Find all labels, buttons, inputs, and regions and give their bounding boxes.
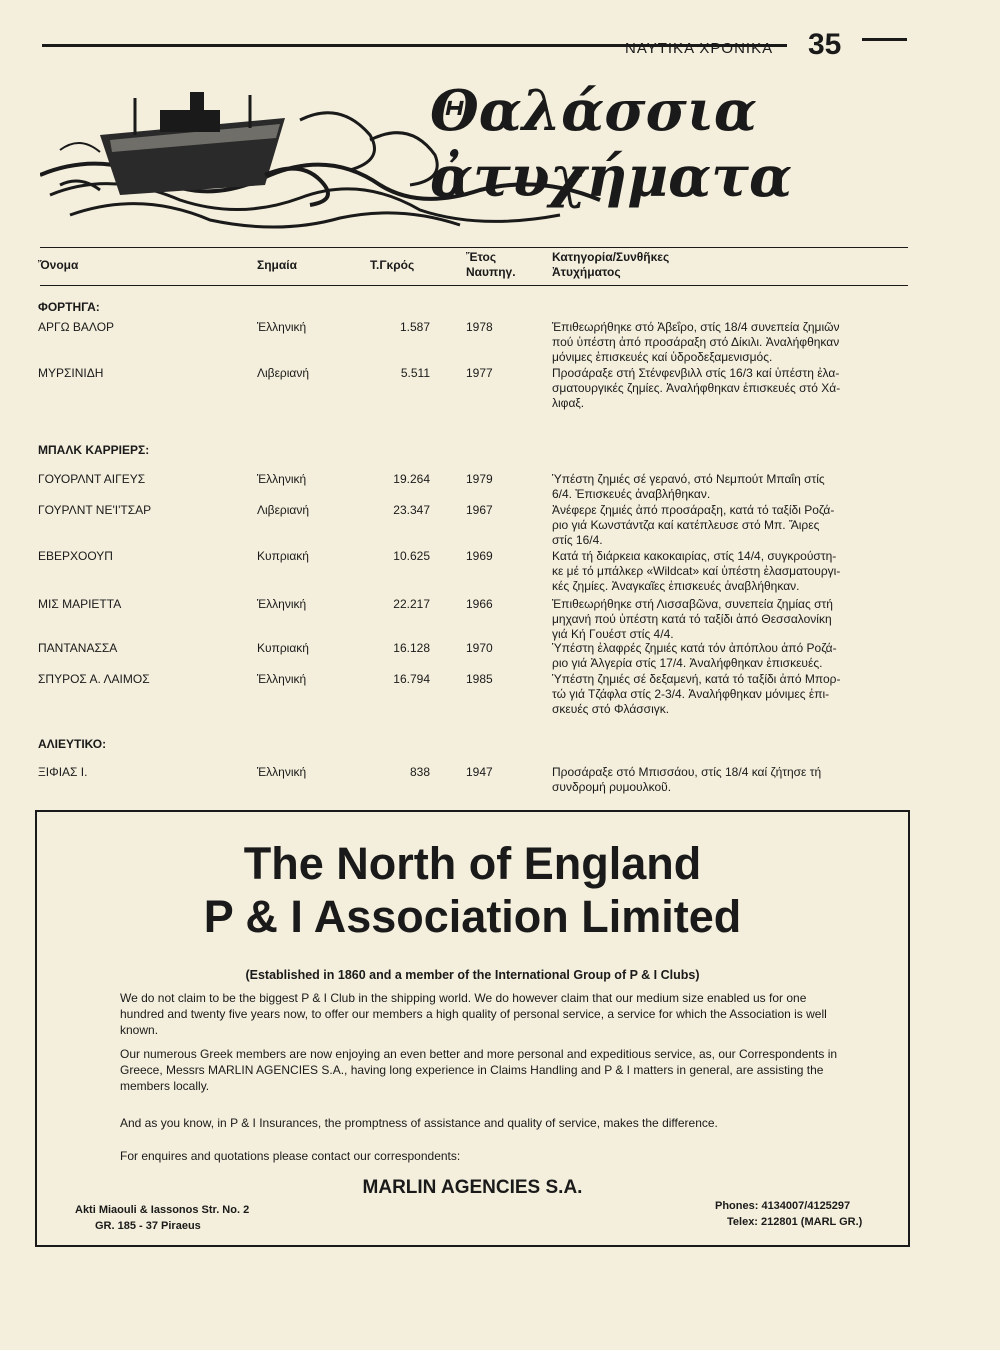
- row-desc: [552, 503, 897, 548]
- desc-line: Ἐπιθεωρήθηκε στό Ἀβεΐρο, στίς 18/4 συνεπεία ζημιῶν: [552, 320, 840, 334]
- table-header-rule: [40, 285, 908, 286]
- row-year: 1977: [466, 366, 493, 380]
- row-grt: 16.128: [393, 641, 430, 655]
- row-grt: 23.347: [393, 503, 430, 517]
- ad-address: [75, 1202, 249, 1234]
- desc-line: πού ὑπέστη ἀπό προσάραξη στό Δίκιλι. Ἀναλήφθηκαν: [552, 335, 840, 349]
- desc-line: Ὑπέστη ζημιές σέ δεξαμενή, κατά τό ταξίδι ἀπό Μπορ-: [552, 672, 841, 686]
- page-title: Θαλάσσια ἀτυχήματα: [430, 78, 793, 210]
- row-desc: [552, 597, 897, 642]
- ad-headline-line1: The North of England: [243, 838, 702, 889]
- row-desc: [552, 641, 897, 671]
- page-number: 35: [808, 28, 842, 61]
- col-header-flag: Σημαία: [257, 258, 297, 272]
- row-flag: Λιβεριανή: [257, 366, 310, 380]
- row-desc: [552, 765, 897, 795]
- desc-line: Ὑπέστη ἐλαφρές ζημιές κατά τόν ἀπόπλου ἀπό Ροζά-: [552, 641, 837, 655]
- row-desc: [552, 320, 897, 365]
- col-header-desc-line1: Κατηγορία/Συνθῆκες: [552, 250, 670, 264]
- row-name: ΣΠΥΡΟΣ Α. ΛΑΙΜΟΣ: [38, 672, 150, 686]
- desc-line: λιφαξ.: [552, 396, 585, 410]
- row-year: 1978: [466, 320, 493, 334]
- row-year: 1985: [466, 672, 493, 686]
- ad-paragraph-1: We do not claim to be the biggest P & I Club in the shipping world. We do however claim that our medium size enabled us for one hundred and twenty five years now, to offer our members a high quality of personal service, a service for which the Association is well known.: [120, 991, 827, 1037]
- row-grt: 1.587: [399, 320, 430, 334]
- desc-line: κε μέ τό μπάλκερ «Wildcat» καί ὑπέστη ἐλασματουργι-: [552, 564, 841, 578]
- table-top-rule: [40, 247, 908, 248]
- row-name: ΕΒΕΡΧΟΟΥΠ: [38, 549, 113, 563]
- desc-line: Προσάραξε στό Μπισσάου, στίς 18/4 καί ζήτησε τή: [552, 765, 822, 779]
- row-year: 1979: [466, 472, 493, 486]
- col-header-year-line1: Ἔτος: [466, 250, 497, 264]
- row-flag: Λιβεριανή: [257, 503, 310, 517]
- col-header-desc: [552, 250, 897, 280]
- row-name: ΜΙΣ ΜΑΡΙΕΤΤΑ: [38, 597, 122, 611]
- desc-line: 6/4. Ἐπισκευές ἀναβλήθηκαν.: [552, 487, 711, 501]
- row-flag: Κυπριακή: [257, 549, 309, 563]
- row-flag: Ἑλληνική: [257, 765, 307, 779]
- row-grt: 16.794: [393, 672, 430, 686]
- ad-headline-line2: P & I Association Limited: [203, 891, 742, 942]
- desc-line: μόνιμες ἐπισκευές καί ὑδροδεξαμενισμός.: [552, 350, 773, 364]
- desc-line: Ἐπιθεωρήθηκε στή Λισσαβῶνα, συνεπεία ζημίας στή: [552, 597, 833, 611]
- row-flag: Ἑλληνική: [257, 672, 307, 686]
- row-year: 1947: [466, 765, 493, 779]
- row-grt: 5.511: [400, 366, 430, 380]
- desc-line: μηχανή πού ὑπέστη κατά τό ταξίδι ἀπό Θεσσαλονίκη: [552, 612, 832, 626]
- ad-address-line2: GR. 185 - 37 Piraeus: [95, 1220, 201, 1232]
- row-year: 1969: [466, 549, 493, 563]
- desc-line: Ἀνέφερε ζημιές ἀπό προσάραξη, κατά τό ταξίδι Ροζά-: [552, 503, 835, 517]
- row-year: 1967: [466, 503, 493, 517]
- desc-line: γιά Κή Γουέστ στίς 4/4.: [552, 627, 674, 641]
- row-name: ΓΟΥΡΛΝΤ ΝΕ'Ι'ΤΣΑΡ: [38, 503, 152, 517]
- desc-line: συνδρομή ρυμουλκοῦ.: [552, 780, 672, 794]
- desc-line: τώ γιά Τζάφλα στίς 2-3/4. Ἀναλήφθηκαν μόνιμες ἐπι-: [552, 687, 830, 701]
- col-header-name: Ὄνομα: [38, 258, 79, 272]
- row-grt: 22.217: [393, 597, 430, 611]
- row-grt: 19.264: [393, 472, 430, 486]
- magazine-name: ΝΑΥΤΙΚΑ ΧΡΟΝΙΚΑ: [625, 40, 774, 57]
- row-flag: Ἑλληνική: [257, 472, 307, 486]
- section-label: ΑΛΙΕΥΤΙΚΟ:: [38, 737, 107, 751]
- row-name: ΜΥΡΣΙΝΙΔΗ: [38, 366, 104, 380]
- col-header-desc-line2: Ἀτυχήματος: [552, 265, 621, 279]
- desc-line: Προσάραξε στή Στένφενβιλλ στίς 16/3 καί ὑπέστη ἐλα-: [552, 366, 840, 380]
- row-flag: Ἑλληνική: [257, 320, 307, 334]
- section-label: ΜΠΑΛΚ ΚΑΡΡΙΕΡΣ:: [38, 443, 150, 457]
- header-rule-right: [862, 38, 907, 41]
- desc-line: ριο γιά Ἀλγερία στίς 17/4. Ἀναλήφθηκαν ἐπισκευές.: [552, 656, 823, 670]
- row-name: ΑΡΓΩ ΒΑΛΟΡ: [38, 320, 115, 334]
- desc-line: Ὑπέστη ζημιές σέ γερανό, στό Νεμπούτ Μπαΐη στίς: [552, 472, 825, 486]
- row-name: ΠΑΝΤΑΝΑΣΣΑ: [38, 641, 118, 655]
- row-year: 1970: [466, 641, 493, 655]
- desc-line: ριο γιά Κωνστάντζα καί κατέπλευσε στό Μπ. Ἄιρες: [552, 518, 820, 532]
- ad-contact: [715, 1198, 862, 1230]
- row-grt: 10.625: [393, 549, 430, 563]
- row-year: 1966: [466, 597, 493, 611]
- ad-subtitle: (Established in 1860 and a member of the International Group of P & I Clubs): [245, 968, 700, 982]
- desc-line: σματουργικές ζημίες. Ἀναλήφθηκαν ἐπισκευές στό Χά-: [552, 381, 841, 395]
- desc-line: Κατά τή διάρκεια κακοκαιρίας, στίς 14/4, συγκρούστη-: [552, 549, 837, 563]
- row-flag: Ἑλληνική: [257, 597, 307, 611]
- ad-agency-name: MARLIN AGENCIES S.A.: [362, 1177, 583, 1198]
- desc-line: στίς 16/4.: [552, 533, 603, 547]
- row-desc: [552, 472, 897, 502]
- ad-phones: Phones: 4134007/4125297: [715, 1200, 851, 1212]
- desc-line: κές ζημίες. Ἀναγκαῖες ἐπισκευές ἀναβλήθηκαν.: [552, 579, 800, 593]
- row-desc: [552, 549, 897, 594]
- row-name: ΞΙΦΙΑΣ Ι.: [38, 765, 88, 779]
- ad-address-line1: Akti Miaouli & Iassonos Str. No. 2: [75, 1204, 250, 1216]
- ad-paragraph-3: And as you know, in P & I Insurances, the promptness of assistance and quality of service, makes the difference.: [120, 1116, 718, 1130]
- col-header-grt: Τ.Γκρός: [370, 258, 415, 272]
- ad-paragraph-4: For enquires and quotations please contact our correspondents:: [120, 1149, 461, 1163]
- row-name: ΓΟΥΟΡΛΝΤ ΑΙΓΕΥΣ: [38, 472, 146, 486]
- row-desc: [552, 672, 897, 717]
- row-grt: 838: [409, 765, 430, 779]
- ad-paragraph-2: Our numerous Greek members are now enjoying an even better and more personal and expeditious service, as, our Correspondents in Greece, Messrs MARLIN AGENCIES S.A., having long experience in Claims Handling and P & I matters in general, are assisting the members locally.: [120, 1047, 838, 1093]
- section-label: ΦΟΡΤΗΓΑ:: [38, 300, 100, 314]
- row-flag: Κυπριακή: [257, 641, 309, 655]
- col-header-year: [466, 250, 526, 280]
- row-desc: [552, 366, 897, 411]
- ad-telex: Telex: 212801 (MARL GR.): [727, 1216, 863, 1228]
- col-header-year-line2: Ναυπηγ.: [466, 265, 516, 279]
- desc-line: σκευές στό Φλάσσιγκ.: [552, 702, 670, 716]
